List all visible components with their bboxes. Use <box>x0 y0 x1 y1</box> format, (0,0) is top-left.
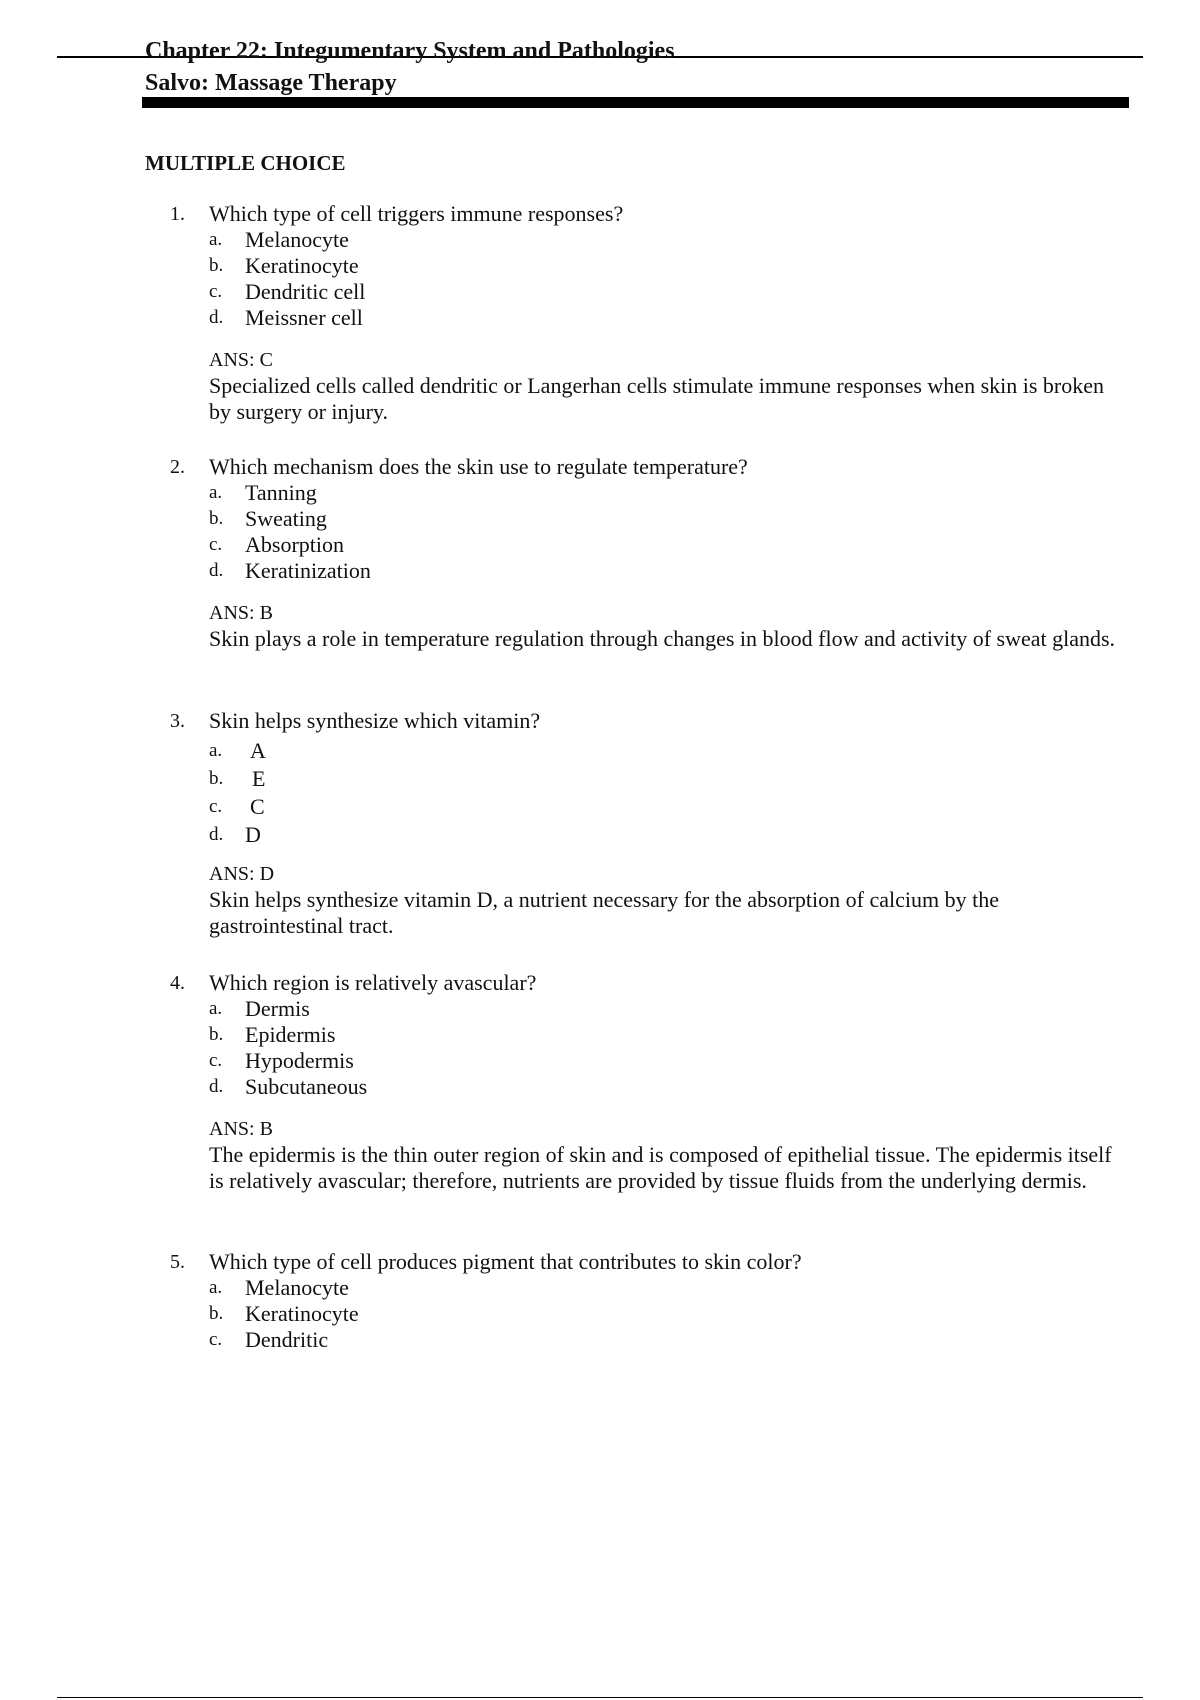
option-text: Melanocyte <box>245 227 349 252</box>
option-c <box>209 1327 1130 1353</box>
option-letter: a. <box>209 482 223 503</box>
option-text: Subcutaneous <box>245 1074 368 1099</box>
option-text: Dermis <box>245 996 310 1021</box>
option-letter: b. <box>209 1303 224 1324</box>
question-number: 5. <box>170 1251 185 1273</box>
option-b <box>209 1022 1130 1048</box>
option-letter: b. <box>209 255 224 276</box>
option-c <box>209 532 1130 558</box>
option-list <box>209 227 1130 331</box>
answer-key: ANS: C <box>209 349 273 371</box>
option-letter: b. <box>209 1024 224 1045</box>
option-text: Hypodermis <box>245 1048 354 1073</box>
answer-rationale: Skin helps synthesize vitamin D, a nutrient necessary for the absorption of calcium by the gastrointestinal tract. <box>209 887 999 938</box>
option-text: Tanning <box>245 480 317 505</box>
answer-rationale: Skin plays a role in temperature regulation through changes in blood flow and activity of sweat glands. <box>209 626 1116 651</box>
option-list <box>209 480 1130 584</box>
question-text: Which type of cell triggers immune responses? <box>209 201 624 226</box>
option-b <box>209 506 1130 532</box>
option-d <box>209 1074 1130 1100</box>
option-list <box>209 996 1130 1100</box>
option-d <box>209 305 1130 331</box>
option-a <box>209 480 1130 506</box>
section-heading: MULTIPLE CHOICE <box>145 151 346 175</box>
option-letter: b. <box>209 768 224 789</box>
option-b <box>209 1301 1130 1327</box>
question-number: 1. <box>170 203 185 225</box>
option-b <box>209 765 1130 793</box>
question-3 <box>170 708 1130 939</box>
option-text: Absorption <box>245 532 344 557</box>
option-d <box>209 558 1130 584</box>
question-2 <box>170 454 1130 652</box>
option-text: D <box>245 822 261 847</box>
option-letter: c. <box>209 534 223 555</box>
header-divider <box>142 97 1129 108</box>
option-a <box>209 1275 1130 1301</box>
answer-key: ANS: B <box>209 1118 273 1140</box>
option-letter: d. <box>209 560 224 581</box>
option-letter: d. <box>209 1076 224 1097</box>
question-number: 4. <box>170 972 185 994</box>
option-letter: d. <box>209 824 224 845</box>
question-4 <box>170 970 1130 1194</box>
question-text: Skin helps synthesize which vitamin? <box>209 708 541 733</box>
option-letter: c. <box>209 1050 223 1071</box>
option-letter: c. <box>209 281 223 302</box>
option-text: C <box>250 794 265 819</box>
option-letter: d. <box>209 307 224 328</box>
question-text: Which region is relatively avascular? <box>209 970 537 995</box>
answer-rationale: Specialized cells called dendritic or Langerhan cells stimulate immune responses when skin is broken by surgery or injury. <box>209 373 1105 424</box>
question-1 <box>170 201 1130 425</box>
footer-rule <box>57 1697 1143 1698</box>
question-number: 2. <box>170 456 185 478</box>
option-list <box>209 1275 1130 1353</box>
answer-key: ANS: B <box>209 602 273 624</box>
option-a <box>209 227 1130 253</box>
option-a <box>209 737 1130 765</box>
option-text: Dendritic cell <box>245 279 366 304</box>
answer-key: ANS: D <box>209 863 275 885</box>
question-text: Which mechanism does the skin use to regulate temperature? <box>209 454 748 479</box>
option-text: A <box>250 738 266 763</box>
option-list <box>209 737 1130 849</box>
option-c <box>209 279 1130 305</box>
option-letter: c. <box>209 1329 223 1350</box>
option-letter: c. <box>209 796 223 817</box>
option-a <box>209 996 1130 1022</box>
option-text: Sweating <box>245 506 327 531</box>
option-text: Dendritic <box>245 1327 329 1352</box>
option-b <box>209 253 1130 279</box>
question-number: 3. <box>170 710 185 732</box>
option-text: Keratinocyte <box>245 253 359 278</box>
option-text: Meissner cell <box>245 305 363 330</box>
book-title: Salvo: Massage Therapy <box>145 70 397 96</box>
option-text: Keratinization <box>245 558 371 583</box>
option-c <box>209 1048 1130 1074</box>
question-5 <box>170 1249 1130 1353</box>
option-letter: a. <box>209 740 223 761</box>
option-c <box>209 793 1130 821</box>
option-letter: a. <box>209 998 223 1019</box>
option-d <box>209 821 1130 849</box>
option-text: Melanocyte <box>245 1275 349 1300</box>
option-text: Keratinocyte <box>245 1301 359 1326</box>
option-letter: a. <box>209 1277 223 1298</box>
option-letter: a. <box>209 229 223 250</box>
option-text: E <box>252 766 266 791</box>
answer-rationale: The epidermis is the thin outer region of skin and is composed of epithelial tissue. The epidermis itself is relatively avascular; therefore, nutrients are provided by tissue fluids from the underlying dermis. <box>209 1142 1112 1193</box>
question-text: Which type of cell produces pigment that contributes to skin color? <box>209 1249 802 1274</box>
option-letter: b. <box>209 508 224 529</box>
chapter-title: Chapter 22: Integumentary System and Pathologies <box>145 38 675 64</box>
option-text: Epidermis <box>245 1022 336 1047</box>
